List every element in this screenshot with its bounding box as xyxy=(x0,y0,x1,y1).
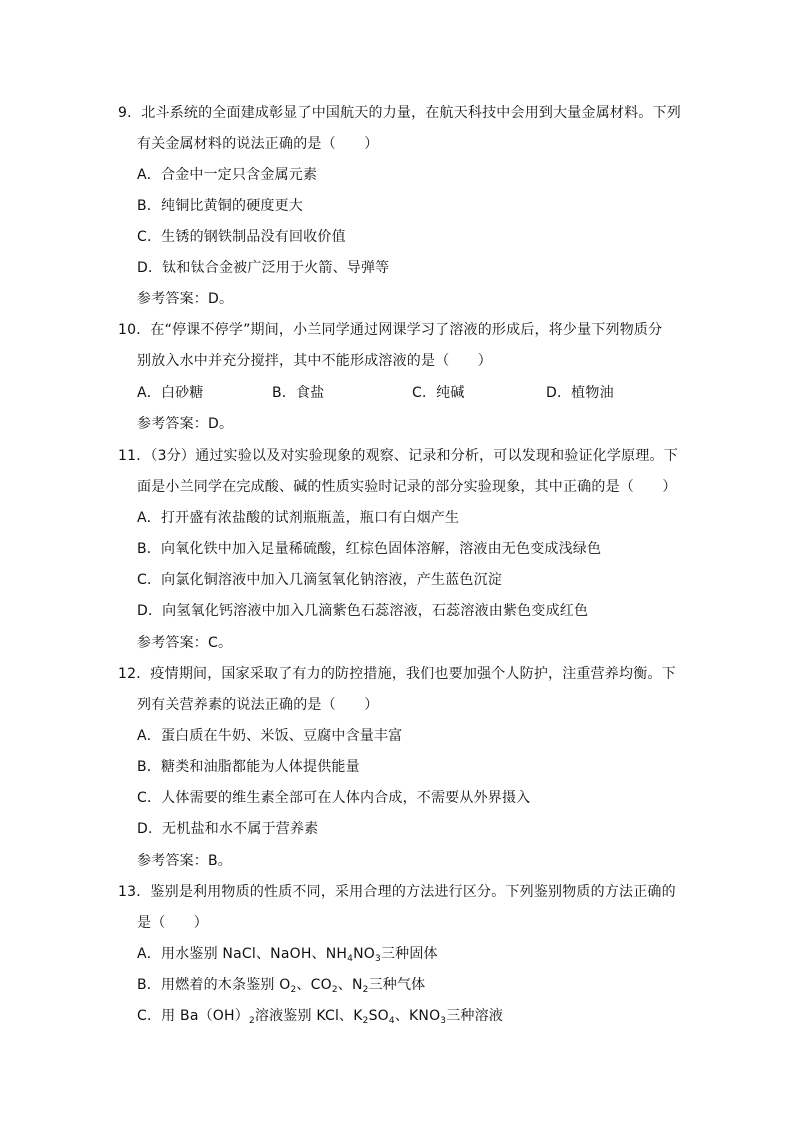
question-12-stem-line-2: 列有关营养素的说法正确的是（ ） xyxy=(137,697,379,713)
q13-b-text-2: 、CO xyxy=(296,977,332,993)
q13-b-text-3: 、N xyxy=(337,977,363,993)
q13-a-sub-2: 3 xyxy=(375,954,381,964)
question-10-option-b: B．食盐 xyxy=(272,385,325,401)
question-10-stem-line-2: 别放入水中并充分搅拌，其中不能形成溶液的是（ ） xyxy=(137,353,492,369)
question-9-answer: 参考答案：D。 xyxy=(137,291,234,307)
question-13-stem-line-2: 是（ ） xyxy=(137,915,208,931)
question-12-answer: 参考答案：B。 xyxy=(137,853,233,869)
question-9-option-c: C．生锈的钢铁制品没有回收价值 xyxy=(137,229,346,245)
q13-c-sub-1: 2 xyxy=(248,1016,255,1026)
question-11-option-b: B．向氧化铁中加入足量稀硫酸，红棕色固体溶解，溶液由无色变成浅绿色 xyxy=(137,541,602,557)
question-11-stem-line-2: 面是小兰同学在完成酸、碱的性质实验时记录的部分实验现象，其中正确的是（ ） xyxy=(137,479,677,495)
question-12-option-d: D．无机盐和水不属于营养素 xyxy=(137,821,319,837)
question-11-answer: 参考答案：C。 xyxy=(137,635,233,651)
question-9-option-d: D．钛和钛合金被广泛用于火箭、导弹等 xyxy=(137,260,390,276)
question-11-stem-line-1: 11．（3分）通过实验以及对实验现象的观察、记录和分析，可以发现和验证化学原理。下 xyxy=(118,448,678,464)
question-9-stem-line-1: 9．北斗系统的全面建成彰显了中国航天的力量，在航天科技中会用到大量金属材料。下列 xyxy=(118,105,681,121)
q13-c-text-2: 溶液鉴别 KCl、K xyxy=(254,1008,363,1024)
question-13-option-b xyxy=(137,975,425,1000)
question-9-stem-line-2: 有关金属材料的说法正确的是（ ） xyxy=(137,136,379,152)
q13-c-sub-2: 2 xyxy=(362,1016,369,1026)
question-13-option-c xyxy=(137,1006,503,1031)
question-13-stem-line-1: 13．鉴别是利用物质的性质不同，采用合理的方法进行区分。下列鉴别物质的方法正确的 xyxy=(118,884,676,900)
question-12-option-a: A．蛋白质在牛奶、米饭、豆腐中含量丰富 xyxy=(137,728,403,744)
question-13-option-a xyxy=(137,944,438,969)
q13-c-text-4: 、KNO xyxy=(394,1008,441,1024)
question-11-option-a: A．打开盛有浓盐酸的试剂瓶瓶盖，瓶口有白烟产生 xyxy=(137,510,460,526)
question-12-stem-line-1: 12．疫情期间，国家采取了有力的防控措施，我们也要加强个人防护，注重营养均衡。下 xyxy=(118,666,676,682)
q13-b-sub-2: 2 xyxy=(331,985,338,995)
question-11-option-c: C．向氯化铜溶液中加入几滴氢氧化钠溶液，产生蓝色沉淀 xyxy=(137,572,502,588)
q13-c-text-5: 三种溶液 xyxy=(446,1008,504,1024)
q13-b-text-1: B．用燃着的木条鉴别 O xyxy=(137,977,291,993)
question-10-option-c: C．纯碱 xyxy=(412,385,465,401)
q13-c-text-3: SO xyxy=(368,1008,389,1024)
q13-a-sub-1: 4 xyxy=(347,954,354,964)
question-10-stem-line-1: 10．在“停课不停学”期间，小兰同学通过网课学习了溶液的形成后，将少量下列物质分 xyxy=(118,322,663,338)
question-9-option-b: B．纯铜比黄铜的硬度更大 xyxy=(137,198,304,214)
question-11-option-d: D．向氢氧化钙溶液中加入几滴紫色石蕊溶液，石蕊溶液由紫色变成红色 xyxy=(137,603,589,619)
question-10-option-a: A．白砂糖 xyxy=(137,385,204,401)
question-9-option-a: A．合金中一定只含金属元素 xyxy=(137,167,318,183)
q13-b-sub-1: 2 xyxy=(290,985,297,995)
question-10-answer: 参考答案：D。 xyxy=(137,416,234,432)
question-12-option-b: B．糖类和油脂都能为人体提供能量 xyxy=(137,759,360,775)
q13-a-text-2: NO xyxy=(353,946,375,962)
question-10-option-d: D．植物油 xyxy=(546,385,614,401)
q13-c-sub-4: 3 xyxy=(440,1016,447,1026)
question-12-option-c: C．人体需要的维生素全部可在人体内合成，不需要从外界摄入 xyxy=(137,790,531,806)
q13-c-text-1: C．用 Ba（OH） xyxy=(137,1008,249,1024)
q13-c-sub-3: 4 xyxy=(388,1016,395,1026)
q13-a-text-1: A．用水鉴别 NaCl、NaOH、NH xyxy=(137,946,348,962)
q13-a-text-3: 三种固体 xyxy=(380,946,438,962)
q13-b-sub-3: 2 xyxy=(362,985,369,995)
q13-b-text-4: 三种气体 xyxy=(368,977,426,993)
